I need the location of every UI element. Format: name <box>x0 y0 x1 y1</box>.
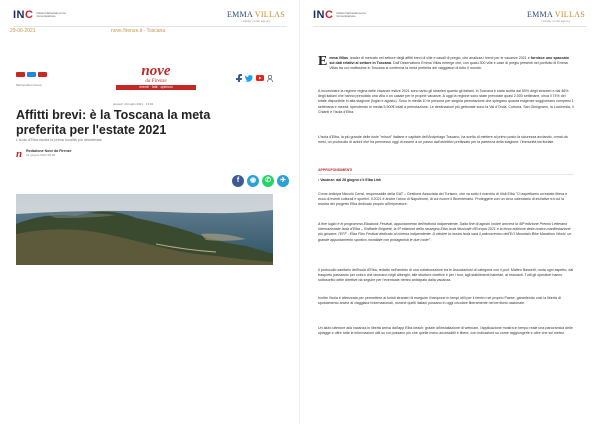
paragraph-3: L'isola d'Elba, la più grande delle isole "minori" italiane e capitale dell'Arcipelago Toscano, ha scelto di mettere al primo posto la sicurezza avviando, ormai da mesi, un protocollo di azioni che ha permesso oggi di essere a un passo dall'obiettivo prefissato per la partenza della stagione: l'immunità territoriale. <box>318 135 568 145</box>
paragraph-6: Il protocollo sanitario dell'Isola d'Elba, redatto nell'ambito di una collaborazione tra le Associazioni di categoria con il prof. Matteo Bassetti, ruota ogni aspetto, dal trasporto passando per coloro che lavorano negli alberghi, alle strutture ricettive e per i tour, agli stabilimenti balneari, ai ristoranti. Tutti gli operatori hanno sottoscritto delle direttive da seguire per l'eventuale rientro anticipato dalla vacanza. <box>318 268 574 283</box>
facebook-icon[interactable] <box>236 74 242 82</box>
clip-date: 29-06-2021 <box>10 28 36 34</box>
paragraph-1: Emma Villas, leader di mercato nel settore degli affitti brevi di ville e casali di pregio, che analizza i trend per le vacanze 2021 e fornisce uno spaccato sui dati relativi al settore in Toscana. Dall'Osservatorio Emma Villas emerge che, con quasi 300 ville e case di pregio presenti nel portfolio di Emma Villas tra cui moltissime in Toscana si conferma la meta preferita dei viaggiatori di tutto il mondo. <box>318 54 569 71</box>
paragraph-2: A incorniciare la regione regina delle vacanze estive 2021 sono tanto gli stranieri quanto gli italiani. In Toscana è stata scelta dal 50% degli stranieri e dal 46% degli italiani che hanno prenotato una villa o un casale per le proprie vacanze. A oggi la regione sono state prenotate quasi 2.000 settimane, circa il 74% del totale disponibile in alta stagione (luglio e agosto). Sono in media 10 le persone per singola prenotazione che spiegano quanta esigenze soggiornano compresi 1 settimana e mezza, spendendo in media 5.900€ totali a prenotazione. Le destinazioni più gettonate sono la Val d'Orcia, Cortona, San Gimignano, la Lucchesia, il Chianti e l'Isola d'Elba. <box>318 89 574 114</box>
user-icon[interactable] <box>267 75 273 82</box>
header-divider <box>13 26 287 27</box>
whatsapp-share-button[interactable]: ✆ <box>262 175 274 187</box>
right-page <box>300 0 600 424</box>
author-logo: n <box>16 148 23 160</box>
clip-source: nove.firenze.it - Toscana <box>111 28 166 34</box>
related-divider <box>318 174 574 175</box>
byline <box>16 149 71 159</box>
messenger-share-button[interactable]: ◉ <box>247 175 259 187</box>
social-icons <box>236 74 273 82</box>
related-heading: APPROFONDIMENTI <box>318 168 353 172</box>
paragraph-5: A fine luglio è in programma Elbabook Festival, appuntamento dell'editoria indipendente. Dalla fine di agosto inoltre arriverà la 48ª edizione Premio Letterario Internazionale Isola d'Elba – Raffaele Brignetti, la 5ª edizione della rassegna Elba Isola Musicale d'Europa 2021 e la terza edizione della nostra manifestazione più giovane, l'EFF - Elba Film Festival dedicato al cinema indipendente. A ottobre la nostra isola sarà il palcoscenico dell'EO Mountain Bike Marathon World, un grande appuntamento sportivo mondiale con protagonisti le due ruote". <box>318 222 572 242</box>
inc-tagline: Istituto Nazionale per la Comunicazione <box>36 10 66 18</box>
emma-villas-logo: EMMA VILLAS Holiday rental agency <box>226 10 285 23</box>
related-link[interactable]: • Vacanze: dal 28 giugno c'è Elba Link <box>318 178 381 182</box>
drop-cap: E <box>318 54 328 69</box>
paragraph-8: Un aiuto ulteriore alla vacanza in libertà arriva dall'app Elba beach: grazie all'installazione di webcam, l'applicazione mostra in tempo reale una panoramica delle spiagge e offre tutte le informazioni utili su cui possano più che quelle meno accessibili e libere, con indicazioni su come raggiungerle e oltre che sul meteo. <box>318 326 573 336</box>
paragraph-4: Come anticipa Niccolò Censi, responsabile della GAT – Gestione Associata del Turismo, che va sotto il marchio di Visit Elba "Ci aspettiamo un'estate libera e ricca di eventi culturali e sportivi. Il 2021 è anche l'anno di Napoleone, di cui ricorre il Bicentenario. Proteggere con un circo calendario di iniziative tra cui la mostra del progetto Elba dedicato proprio all'Imperatore. <box>318 192 568 207</box>
inc-logo-right: INC Istituto Nazionale per la Comunicazione <box>313 9 366 21</box>
emma-villas-logo-right: EMMA VILLAS Holiday rental agency <box>526 10 585 23</box>
author-name[interactable]: Redazione Nove da Firenze <box>26 149 72 153</box>
language-flags[interactable] <box>16 72 47 77</box>
site-masthead <box>16 64 273 90</box>
nove-logo[interactable]: nove da Firenze eventi · fatti · opinioni <box>116 64 196 90</box>
facebook-share-button[interactable]: f <box>232 175 244 187</box>
telegram-share-button[interactable]: ✈ <box>277 175 289 187</box>
youtube-icon[interactable] <box>256 75 264 81</box>
article-subtitle: L'isola d'Elba risulta la prima località più desiderata <box>16 138 102 142</box>
inc-logo: INC Istituto Nazionale per la Comunicazione <box>13 9 66 21</box>
article-title: Affitti brevi: è la Toscana la meta preferita per l'estate 2021 <box>16 108 211 137</box>
group-label: Metropolitan Group <box>16 83 42 87</box>
twitter-icon[interactable] <box>245 75 253 82</box>
author-date: 24 giugno 2021 08:28 <box>26 153 56 157</box>
share-buttons <box>232 175 289 187</box>
header-divider-right <box>313 26 587 27</box>
article-photo <box>16 194 273 265</box>
paragraph-7: Inoltre l'isola è attrezzata per permettere ai turisti stranieri di eseguire il tampone in tempi utili per il rientro nel proprio Paese, garantendo così la libertà di spostamento anche ai viaggiatori internazionali, nonché quelli italiani possano in oggi circolare liberamente nel territorio nazionale. <box>318 296 561 306</box>
publish-date: giovedì, 24 luglio 2021 · 13:04 <box>113 102 154 106</box>
